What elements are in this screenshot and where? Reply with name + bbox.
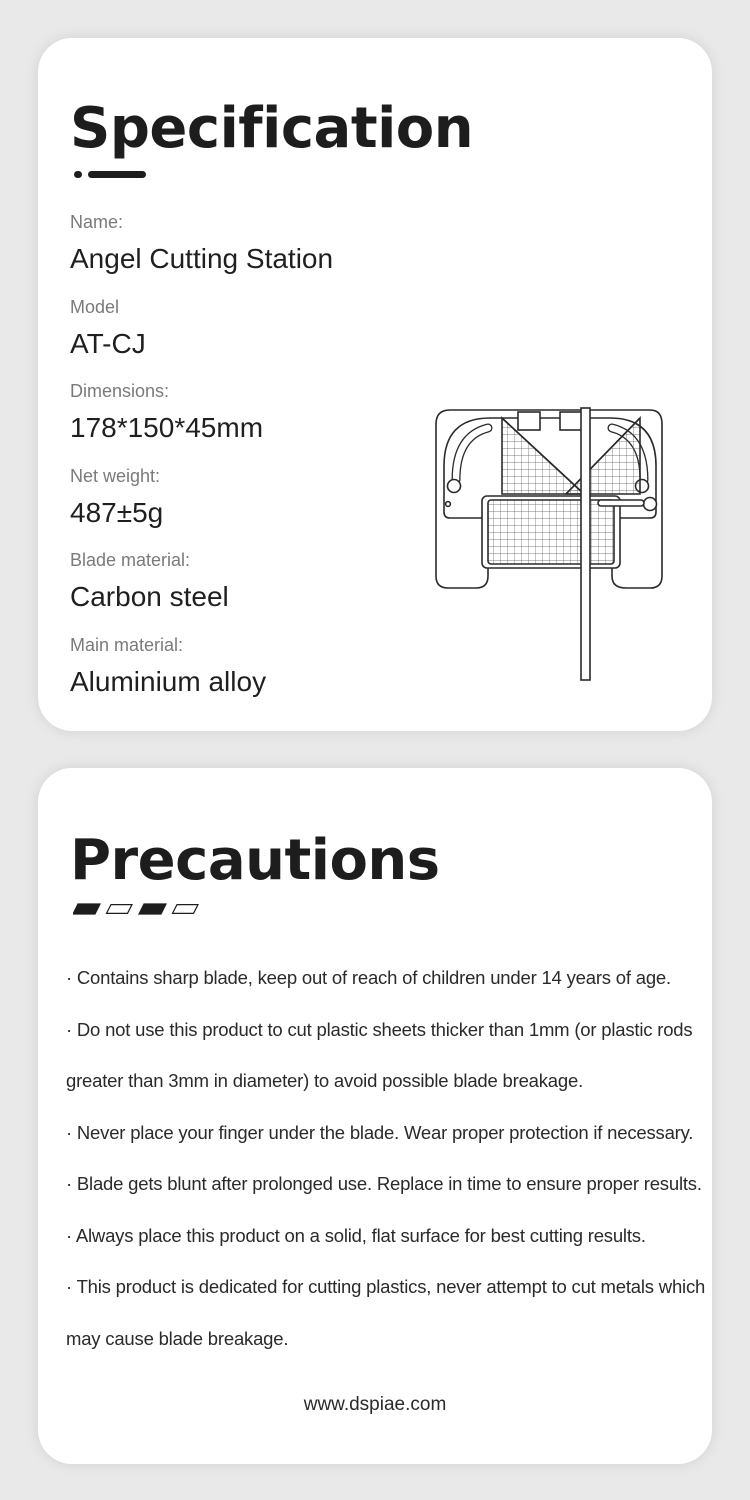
spec-item-model: [70, 295, 430, 380]
spec-value: 178*150*45mm: [70, 412, 264, 443]
spec-item-dimensions: [70, 379, 430, 464]
spec-item-blade-material: [70, 548, 430, 633]
precaution-item: · Do not use this product to cut plastic sheets thicker than 1mm (or plastic rods greater than 3mm in diameter) to avoid possible blade breakage.: [66, 1018, 693, 1091]
precaution-item: · Never place your finger under the blade. Wear proper protection if necessary.: [66, 1121, 694, 1143]
specification-title: Specification: [70, 96, 474, 161]
spec-label: Main material:: [70, 634, 184, 655]
cutting-station-illustration-icon: [430, 406, 670, 691]
spec-value: 487±5g: [70, 496, 164, 528]
spec-label: Blade material:: [70, 550, 191, 570]
precautions-title: Precautions: [70, 828, 440, 893]
spec-label: Dimensions:: [70, 381, 170, 401]
spec-label: Net weight:: [70, 465, 161, 486]
spec-item-main-material: [70, 633, 430, 718]
spec-value: Angel Cutting Station: [70, 243, 334, 274]
website-link[interactable]: www.dspiae.com: [303, 1394, 447, 1415]
spec-value: Carbon steel: [70, 581, 229, 612]
spec-label: Model: [70, 296, 120, 317]
precaution-item: · Always place this product on a solid, flat surface for best cutting results.: [66, 1224, 646, 1246]
spec-label: Name:: [70, 212, 124, 232]
spec-value: AT-CJ: [70, 327, 146, 359]
spec-item-name: [70, 210, 430, 295]
spec-value: Aluminium alloy: [70, 665, 267, 697]
parallelogram-blocks-icon: [73, 903, 203, 915]
precautions-card: [38, 768, 712, 1464]
precaution-item: · Contains sharp blade, keep out of reach of children under 14 years of age.: [66, 967, 671, 988]
spec-list: [70, 210, 430, 717]
specification-card: [38, 38, 712, 731]
precaution-item: · Blade gets blunt after prolonged use. Replace in time to ensure proper results.: [66, 1173, 702, 1194]
precautions-list: [66, 952, 708, 1364]
spec-item-net-weight: [70, 464, 430, 549]
dot-dash-underline-icon: [74, 170, 154, 180]
precaution-item: · This product is dedicated for cutting plastics, never attempt to cut metals which may cause blade breakage.: [66, 1276, 706, 1349]
